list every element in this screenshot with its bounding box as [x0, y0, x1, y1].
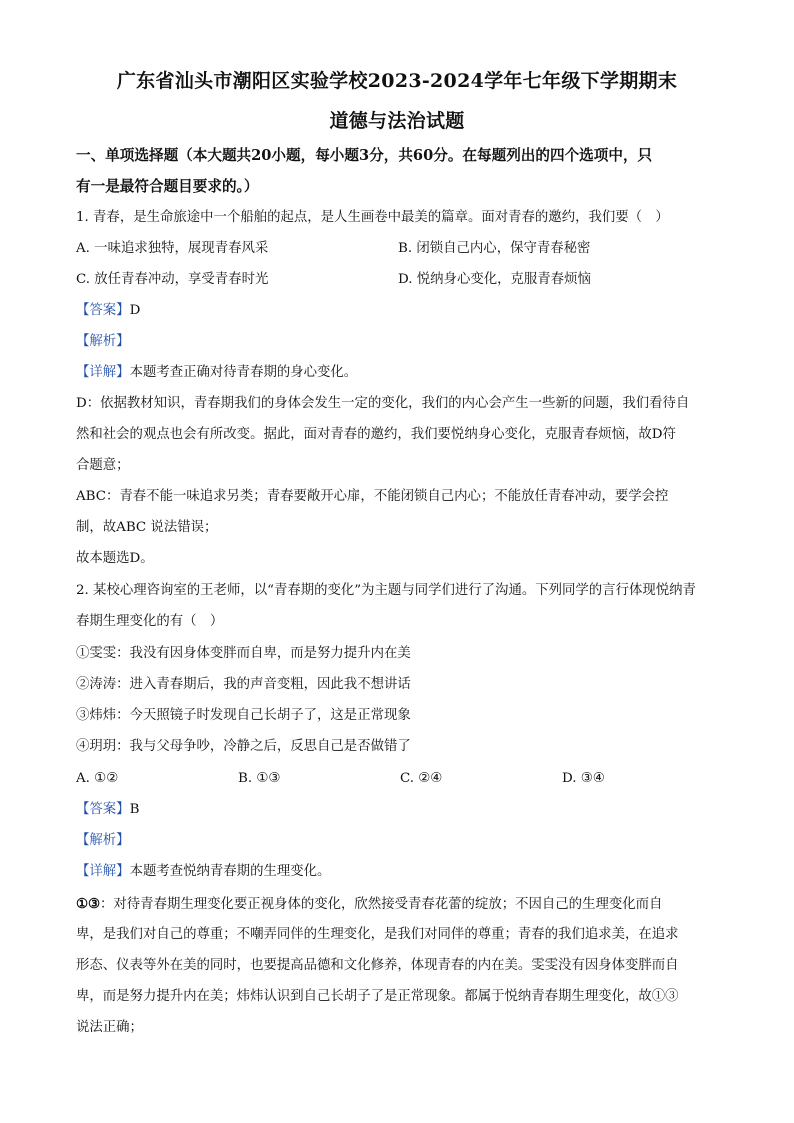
document-subtitle: 道德与法治试题: [329, 110, 465, 132]
q2-analysis-label: 【解析】: [76, 833, 130, 848]
q2-option-c: C. ②④: [400, 771, 443, 786]
q2-answer: [76, 801, 139, 819]
q2-detail: [76, 863, 330, 881]
explain-text: ：对待青春期生理变化要正视身体的变化，欣然接受青春花蕾的绽放；不因自己的生理变化而自: [100, 897, 663, 912]
q2-stem-cont: 春期生理变化的有（ ）: [76, 614, 224, 629]
q1-detail: [76, 364, 357, 382]
q1-stem: 1. 青春，是生命旅途中一个船舶的起点，是人生画卷中最美的篇章。面对青春的邀约，我们要（ ）: [76, 210, 669, 225]
q2-stem: 2. 某校心理咨询室的王老师，以“青春期的变化”为主题与同学们进行了沟通。下列同学的言行体现悦纳青: [76, 583, 696, 598]
q1-explain-line: 故本题选D。: [76, 551, 154, 566]
answer-label: 【答案】: [76, 802, 130, 817]
section-heading-cont: 有一是最符合题目要求的。）: [76, 178, 259, 195]
q2-item: ②涛涛：进入青春期后，我的声音变粗，因此我不想讲话: [76, 677, 411, 692]
q2-option-a: A. ①②: [76, 771, 119, 786]
detail-text: 本题考查正确对待青春期的身心变化。: [129, 365, 358, 380]
detail-label: 【详解】: [76, 365, 130, 380]
answer-label: 【答案】: [76, 303, 130, 318]
q2-explain-line: 卑，而是努力提升内在美；炜炜认识到自己长胡子了是正常现象。都属于悦纳青春期生理变化，故①③: [76, 989, 679, 1004]
document-title: 广东省汕头市潮阳区实验学校2023-2024学年七年级下学期期末: [116, 70, 678, 92]
q2-explain-line: 卑，是我们对自己的尊重；不嘲弄同伴的生理变化，是我们对同伴的尊重；青春的我们追求美，在追求: [76, 927, 679, 942]
q1-option-a: A. 一味追求独特，展现青春风采: [76, 241, 269, 256]
q1-explain-line: 合题意；: [76, 458, 130, 473]
q2-option-b: B. ①③: [238, 771, 281, 786]
q1-option-d: D. 悦纳身心变化，克服青春烦恼: [398, 272, 591, 287]
detail-text: 本题考查悦纳青春期的生理变化。: [129, 864, 331, 879]
answer-value: D: [129, 303, 141, 318]
q1-option-b: B. 闭锁自己内心，保守青春秘密: [398, 241, 591, 256]
q1-explain-line: 然和社会的观点也会有所改变。据此，面对青春的邀约，我们要悦纳身心变化，克服青春烦恼，故D符: [76, 427, 676, 442]
answer-value: B: [129, 802, 140, 817]
q1-explain-line: 制，故ABC 说法错误；: [76, 520, 218, 535]
section-heading: 一、单项选择题（本大题共20小题，每小题3分，共60分。在每题列出的四个选项中，只: [76, 147, 653, 164]
q1-answer: [76, 302, 140, 320]
q2-explain-line: 说法正确；: [76, 1020, 143, 1035]
detail-label: 【详解】: [76, 864, 130, 879]
q2-item: ③炜炜：今天照镜子时发现自己长胡子了，这是正常现象: [76, 708, 411, 723]
q1-option-c: C. 放任青春冲动，享受青春时光: [76, 272, 269, 287]
q1-explain-line: D：依据教材知识，青春期我们的身体会发生一定的变化，我们的内心会产生一些新的问题，我们看待自: [76, 396, 690, 411]
explain-head: ①③: [76, 896, 101, 912]
q1-analysis-label: 【解析】: [76, 334, 130, 349]
q1-explain-line: ABC：青春不能一味追求另类；青春要敞开心扉，不能闭锁自己内心；不能放任青春冲动，要学会控: [76, 489, 669, 504]
q2-option-d: D. ③④: [562, 771, 605, 786]
q2-explain-line: 形态、仪表等外在美的同时，也要提高品德和文化修养，体现青春的内在美。雯雯没有因身体变胖而自: [76, 958, 679, 973]
q2-explain-line: [76, 895, 662, 914]
q2-item: ④玥玥：我与父母争吵，冷静之后，反思自己是否做错了: [76, 739, 411, 754]
q2-item: ①雯雯：我没有因身体变胖而自卑，而是努力提升内在美: [76, 646, 411, 661]
